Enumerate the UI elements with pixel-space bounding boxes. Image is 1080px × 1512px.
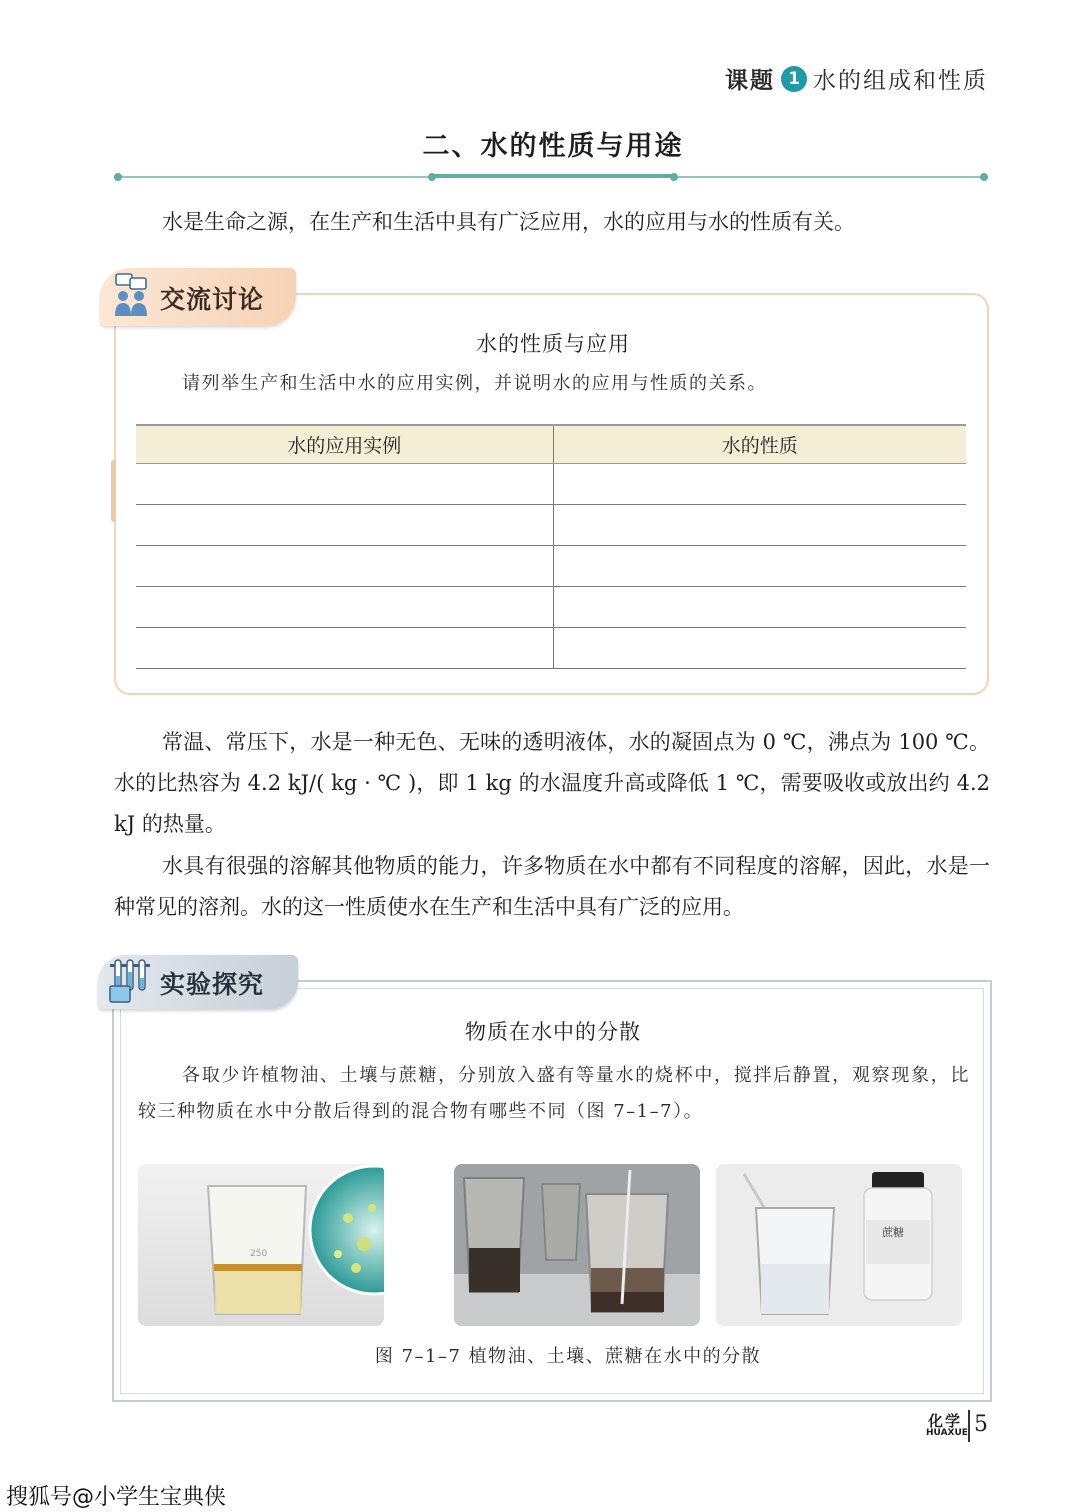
test-tubes-icon — [108, 958, 152, 1004]
footer-subject-cn: 化学 — [928, 1412, 963, 1430]
table-cell — [136, 586, 553, 627]
table-cell — [136, 627, 553, 668]
table-header-cell: 水的性质 — [553, 425, 966, 463]
discussion-title: 水的性质与应用 — [476, 332, 630, 356]
watermark: 搜狐号@小学生宝典侠 — [6, 1485, 227, 1510]
lesson-label: 课题 — [725, 68, 775, 94]
lesson-header — [725, 62, 988, 95]
experiment-tab-label: 实验探究 — [160, 970, 265, 999]
people-chat-icon — [112, 272, 150, 318]
page-number: 5 — [974, 1412, 988, 1437]
table-cell — [553, 545, 966, 586]
section-title: 二、水的性质与用途 — [422, 131, 684, 162]
lesson-number-badge: 1 — [781, 66, 807, 92]
table-cell — [553, 463, 966, 504]
table-cell — [553, 586, 966, 627]
intro-paragraph: 水是生命之源，在生产和生活中具有广泛应用，水的应用与水的性质有关。 — [162, 210, 855, 234]
footer-divider — [968, 1410, 970, 1442]
experiment-instruction: 各取少许植物油、土壤与蔗糖，分别放入盛有等量水的烧杯中，搅拌后静置，观察现象，比较三种物质在水中分散后得到的混合物有哪些不同（图 7–1–7）。 — [138, 1065, 970, 1122]
table-cell — [136, 545, 553, 586]
solvent-paragraph: 水具有很强的溶解其他物质的能力，许多物质在水中都有不同程度的溶解，因此，水是一种常见的溶剂。水的这一性质使水在生产和生活中具有广泛的应用。 — [114, 854, 990, 919]
footer-subject-en: HUAXUE — [926, 1428, 968, 1438]
table-cell — [553, 504, 966, 545]
table-row — [136, 504, 966, 545]
title-divider — [114, 172, 988, 182]
jar-label: 蔗糖 — [882, 1226, 904, 1239]
experiment-title: 物质在水中的分散 — [465, 1020, 641, 1044]
lesson-title: 水的组成和性质 — [813, 68, 988, 94]
table-cell — [553, 627, 966, 668]
soil-in-water-photo — [454, 1164, 700, 1326]
table-header-cell: 水的应用实例 — [136, 425, 553, 463]
discussion-side-marker — [111, 460, 116, 522]
figure-caption: 图 7–1–7 植物油、土壤、蔗糖在水中的分散 — [374, 1346, 762, 1367]
table-row — [136, 586, 966, 627]
beaker-mark: 250 — [250, 1249, 268, 1259]
table-row — [136, 545, 966, 586]
sugar-in-water-photo — [716, 1164, 962, 1326]
properties-paragraph: 常温、常压下，水是一种无色、无味的透明液体，水的凝固点为 0 ℃，沸点为 100 ℃。水的比热容为 4.2 kJ/( kg · ℃ )，即 1 kg 的水温度升高或降低 1 ℃，需要吸收或放出约 4.2 kJ 的热量。 — [114, 730, 990, 836]
oil-in-water-photo — [138, 1164, 384, 1326]
table-row — [136, 627, 966, 668]
table-cell — [136, 463, 553, 504]
discussion-table — [136, 424, 966, 669]
discussion-prompt: 请列举生产和生活中水的应用实例，并说明水的应用与性质的关系。 — [182, 373, 767, 394]
discussion-tab-label: 交流讨论 — [160, 285, 265, 314]
table-row — [136, 463, 966, 504]
table-cell — [136, 504, 553, 545]
